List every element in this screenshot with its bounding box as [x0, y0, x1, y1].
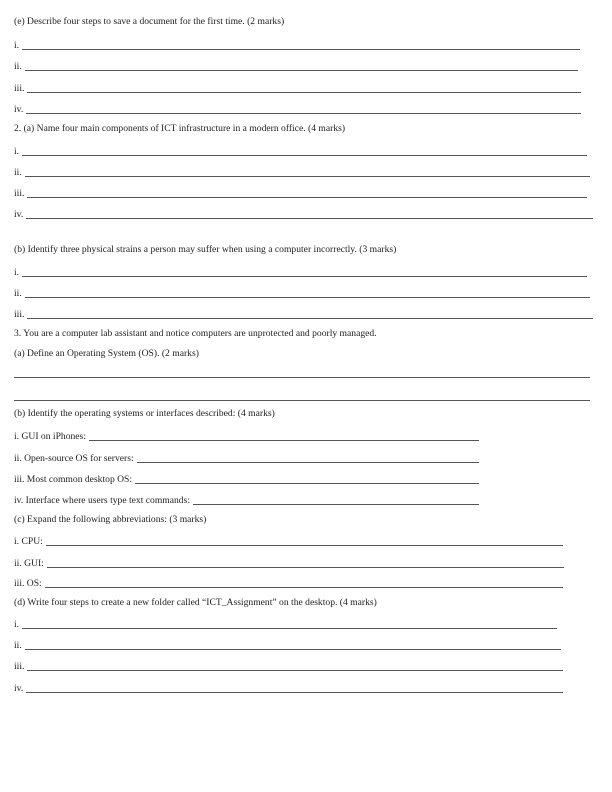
question-3c: (c) Expand the following abbreviations: (3 marks): [14, 514, 207, 525]
question-3b: (b) Identify the operating systems or interfaces described: (4 marks): [14, 408, 275, 419]
answer-line[interactable]: [14, 451, 479, 465]
answer-line[interactable]: [14, 38, 580, 52]
answer-blank[interactable]: [89, 439, 479, 441]
item-label: i. GUI on iPhones:: [14, 431, 86, 442]
question-e: (e) Describe four steps to save a document for the first time. (2 marks): [14, 16, 285, 27]
question-3d: (d) Write four steps to create a new folder called “ICT_Assignment” on the desktop. (4 marks): [14, 597, 377, 608]
item-label: i.: [14, 619, 20, 630]
answer-blank[interactable]: [27, 196, 587, 198]
item-label: ii.: [14, 640, 22, 651]
answer-blank[interactable]: [135, 482, 479, 484]
answer-line[interactable]: [14, 144, 587, 158]
answer-blank[interactable]: [47, 566, 564, 568]
item-label: iv.: [14, 209, 24, 220]
item-label: i. CPU:: [14, 536, 43, 547]
answer-line[interactable]: [14, 576, 563, 590]
question-3-intro: 3. You are a computer lab assistant and notice computers are unprotected and poorly managed.: [14, 328, 377, 339]
answer-blank[interactable]: [27, 317, 593, 319]
item-label: i.: [14, 267, 20, 278]
item-label: iii. OS:: [14, 578, 42, 589]
item-label: iii. Most common desktop OS:: [14, 474, 133, 485]
answer-blank[interactable]: [26, 112, 581, 114]
question-2a: 2. (a) Name four main components of ICT infrastructure in a modern office. (4 marks): [14, 123, 346, 134]
item-label: ii.: [14, 288, 22, 299]
answer-line[interactable]: [14, 307, 593, 321]
item-label: ii. Open-source OS for servers:: [14, 453, 134, 464]
question-3a: (a) Define an Operating System (OS). (2 marks): [14, 348, 199, 359]
answer-line[interactable]: [14, 556, 564, 570]
answer-line[interactable]: [14, 472, 479, 486]
answer-blank[interactable]: [25, 69, 578, 71]
item-label: ii. GUI:: [14, 558, 44, 569]
answer-blank[interactable]: [25, 175, 590, 177]
item-label: iii.: [14, 661, 25, 672]
answer-blank[interactable]: [25, 296, 590, 298]
answer-line[interactable]: [14, 165, 590, 179]
answer-blank[interactable]: [26, 217, 593, 219]
item-label: iv.: [14, 683, 24, 694]
answer-blank[interactable]: [14, 400, 590, 401]
item-label: i.: [14, 146, 20, 157]
item-label: ii.: [14, 61, 22, 72]
answer-line[interactable]: [14, 659, 563, 673]
answer-blank[interactable]: [27, 669, 563, 671]
answer-line[interactable]: [14, 681, 563, 695]
answer-line[interactable]: [14, 638, 561, 652]
answer-line[interactable]: [14, 186, 587, 200]
answer-blank[interactable]: [22, 154, 587, 156]
answer-blank[interactable]: [22, 275, 587, 277]
answer-line[interactable]: [14, 102, 581, 116]
answer-blank[interactable]: [26, 691, 563, 693]
answer-blank[interactable]: [25, 648, 561, 650]
answer-blank[interactable]: [46, 544, 563, 546]
answer-line[interactable]: [14, 493, 479, 507]
answer-blank[interactable]: [137, 461, 479, 463]
question-2b: (b) Identify three physical strains a person may suffer when using a computer incorrectly. (3 marks): [14, 244, 397, 255]
item-label: iv. Interface where users type text commands:: [14, 495, 190, 506]
answer-line[interactable]: [14, 81, 581, 95]
item-label: i.: [14, 40, 20, 51]
item-label: iv.: [14, 104, 24, 115]
answer-blank[interactable]: [27, 91, 581, 93]
answer-blank[interactable]: [45, 586, 563, 588]
answer-line[interactable]: [14, 265, 587, 279]
answer-blank[interactable]: [22, 627, 557, 629]
item-label: iii.: [14, 188, 25, 199]
answer-blank[interactable]: [193, 503, 479, 505]
item-label: iii.: [14, 83, 25, 94]
answer-blank[interactable]: [22, 48, 580, 50]
answer-line[interactable]: [14, 207, 593, 221]
answer-line[interactable]: [14, 59, 578, 73]
item-label: ii.: [14, 167, 22, 178]
answer-blank[interactable]: [14, 377, 590, 378]
item-label: iii.: [14, 309, 25, 320]
answer-line[interactable]: [14, 429, 479, 443]
answer-line[interactable]: [14, 617, 557, 631]
answer-line[interactable]: [14, 286, 590, 300]
answer-line[interactable]: [14, 534, 563, 548]
